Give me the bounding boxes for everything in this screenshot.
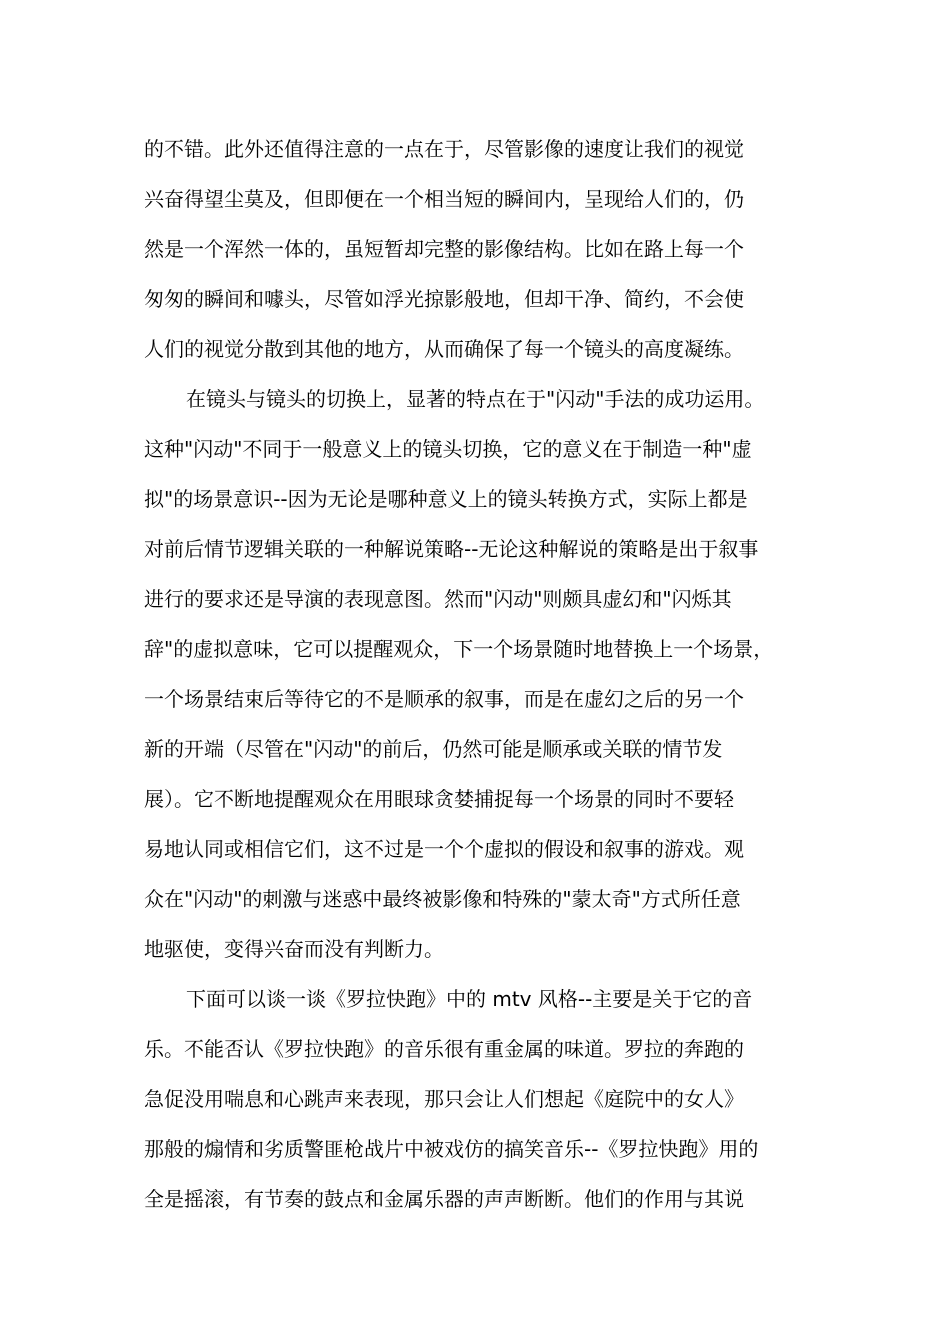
text-line: 乐。不能否认《罗拉快跑》的音乐很有重金属的味道。罗拉的奔跑的 [144, 1037, 744, 1061]
text-line: 地驱使，变得兴奋而没有判断力。 [144, 937, 444, 961]
text-line: 进行的要求还是导演的表现意图。然而"闪动"则颇具虚幻和"闪烁其 [144, 587, 732, 611]
text-line: 兴奋得望尘莫及，但即便在一个相当短的瞬间内，呈现给人们的，仍 [144, 187, 744, 211]
text-line: 的不错。此外还值得注意的一点在于，尽管影像的速度让我们的视觉 [144, 137, 744, 161]
text-line: 辞"的虚拟意味，它可以提醒观众，下一个场景随时地替换上一个场景， [144, 637, 774, 661]
text-line: 这种"闪动"不同于一般意义上的镜头切换，它的意义在于制造一种"虚 [144, 437, 752, 461]
text-line: 新的开端（尽管在"闪动"的前后，仍然可能是顺承或关联的情节发 [144, 737, 723, 761]
text-line: 一个场景结束后等待它的不是顺承的叙事，而是在虚幻之后的另一个 [144, 687, 744, 711]
text-line: 对前后情节逻辑关联的一种解说策略--无论这种解说的策略是出于叙事 [144, 537, 759, 561]
text-line: 然是一个浑然一体的，虽短暂却完整的影像结构。比如在路上每一个 [144, 237, 744, 261]
text-line: 众在"闪动"的刺激与迷惑中最终被影像和特殊的"蒙太奇"方式所任意 [144, 887, 741, 911]
body-text [144, 131, 844, 1231]
paragraph-first-line: 下面可以谈一谈《罗拉快跑》中的 mtv 风格--主要是关于它的音 [186, 987, 753, 1011]
paragraph-first-line: 在镜头与镜头的切换上，显著的特点在于"闪动"手法的成功运用。 [186, 387, 765, 411]
text-line: 急促没用喘息和心跳声来表现，那只会让人们想起《庭院中的女人》 [144, 1087, 744, 1111]
text-line: 人们的视觉分散到其他的地方，从而确保了每一个镜头的高度凝练。 [144, 337, 744, 361]
text-line: 全是摇滚，有节奏的鼓点和金属乐器的声声断断。他们的作用与其说 [144, 1187, 744, 1211]
text-line: 那般的煽情和劣质警匪枪战片中被戏仿的搞笑音乐--《罗拉快跑》用的 [144, 1137, 759, 1161]
text-line: 易地认同或相信它们，这不过是一个个虚拟的假设和叙事的游戏。观 [144, 837, 744, 861]
text-line: 匆匆的瞬间和噱头，尽管如浮光掠影般地，但却干净、简约，不会使 [144, 287, 744, 311]
text-line: 拟"的场景意识--因为无论是哪种意义上的镜头转换方式，实际上都是 [144, 487, 748, 511]
text-line: 展）。它不断地提醒观众在用眼球贪婪捕捉每一个场景的同时不要轻 [144, 787, 734, 811]
